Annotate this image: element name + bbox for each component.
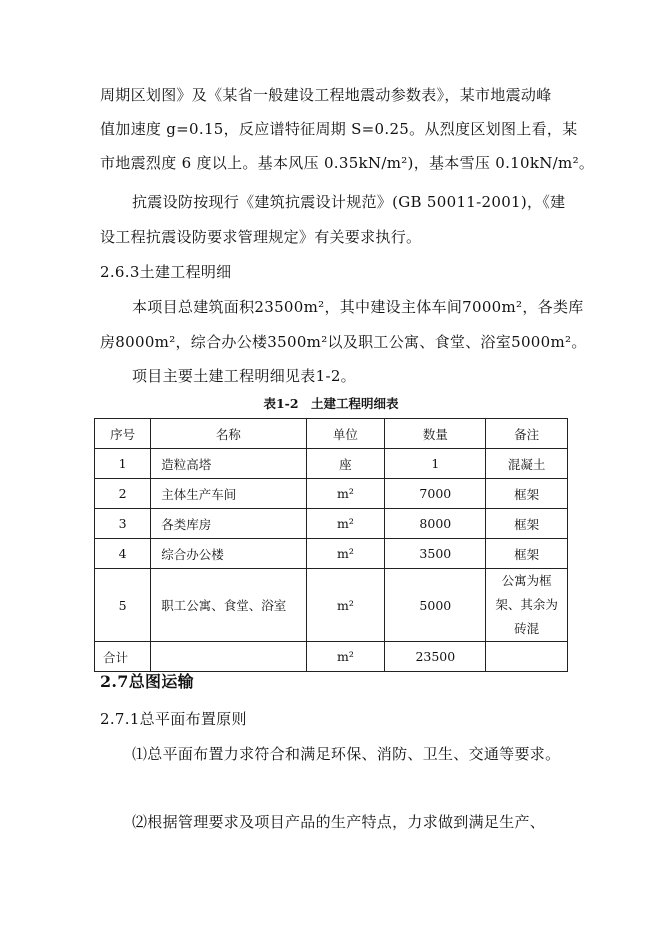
cell-remark: 框架 xyxy=(486,509,568,539)
header-cell: 数量 xyxy=(385,419,486,449)
table-row xyxy=(95,449,568,479)
paragraph-seismic-line-2: 值加速度 g=0.15，反应谱特征周期 S=0.25。从烈度区划图上看，某 xyxy=(100,120,578,138)
paragraph-seismic-code-line-2: 设工程抗震设防要求管理规定》有关要求执行。 xyxy=(100,228,422,246)
civil-works-table xyxy=(94,418,568,672)
cell-unit: m² xyxy=(306,509,385,539)
paragraph-principle-1: ⑴总平面布置力求符合和满足环保、消防、卫生、交通等要求。 xyxy=(132,745,561,763)
cell-quantity: 3500 xyxy=(385,539,486,569)
table-row xyxy=(95,539,568,569)
paragraph-table-reference: 项目主要土建工程明细见表1-2。 xyxy=(132,367,356,385)
cell-remark: 框架 xyxy=(486,539,568,569)
cell-name: 主体生产车间 xyxy=(151,479,306,509)
paragraph-seismic-line-3: 市地震烈度 6 度以上。基本风压 0.35kN/m²)，基本雪压 0.10kN/m²。 xyxy=(100,154,595,172)
cell-quantity: 1 xyxy=(385,449,486,479)
header-cell: 序号 xyxy=(95,419,151,449)
cell-name: 职工公寓、食堂、浴室 xyxy=(151,569,306,642)
cell-index: 3 xyxy=(95,509,151,539)
paragraph-area-line-1: 本项目总建筑面积23500m²，其中建设主体车间7000m²，各类库 xyxy=(132,298,584,316)
header-cell: 名称 xyxy=(151,419,306,449)
cell-name: 各类库房 xyxy=(151,509,306,539)
cell-name: 造粒高塔 xyxy=(151,449,306,479)
table-header-row xyxy=(95,419,568,449)
cell-index: 2 xyxy=(95,479,151,509)
cell-unit: m² xyxy=(306,569,385,642)
paragraph-seismic-code-line-1: 抗震设防按现行《建筑抗震设计规范》(GB 50011-2001)，《建 xyxy=(132,193,566,211)
table-row xyxy=(95,569,568,642)
cell-quantity: 8000 xyxy=(385,509,486,539)
heading-2-6-3: 2.6.3土建工程明细 xyxy=(100,263,232,281)
cell-remark: 公寓为框架、其余为砖混 xyxy=(486,569,568,642)
cell-name: 综合办公楼 xyxy=(151,539,306,569)
paragraph-area-line-2: 房8000m²，综合办公楼3500m²以及职工公寓、食堂、浴室5000m²。 xyxy=(100,333,587,351)
cell-index: 4 xyxy=(95,539,151,569)
cell-quantity: 7000 xyxy=(385,479,486,509)
heading-2-7: 2.7总图运输 xyxy=(100,672,194,691)
header-cell: 单位 xyxy=(306,419,385,449)
cell-total-label: 合计 xyxy=(95,642,151,672)
cell-quantity: 5000 xyxy=(385,569,486,642)
cell-remark: 框架 xyxy=(486,479,568,509)
cell-unit: m² xyxy=(306,539,385,569)
cell-remark: 混凝土 xyxy=(486,449,568,479)
table-row xyxy=(95,509,568,539)
cell-total-quantity: 23500 xyxy=(385,642,486,672)
cell-index: 1 xyxy=(95,449,151,479)
paragraph-principle-2: ⑵根据管理要求及项目产品的生产特点，力求做到满足生产、 xyxy=(132,813,546,831)
cell-total-unit: m² xyxy=(306,642,385,672)
heading-2-7-1: 2.7.1总平面布置原则 xyxy=(100,710,247,728)
cell-unit: 座 xyxy=(306,449,385,479)
table-caption: 表1-2 土建工程明细表 xyxy=(263,396,399,411)
table-row xyxy=(95,479,568,509)
cell-unit: m² xyxy=(306,479,385,509)
cell-index: 5 xyxy=(95,569,151,642)
header-cell: 备注 xyxy=(486,419,568,449)
paragraph-seismic-line-1: 周期区划图》及《某省一般建设工程地震动参数表》，某市地震动峰 xyxy=(100,86,552,104)
